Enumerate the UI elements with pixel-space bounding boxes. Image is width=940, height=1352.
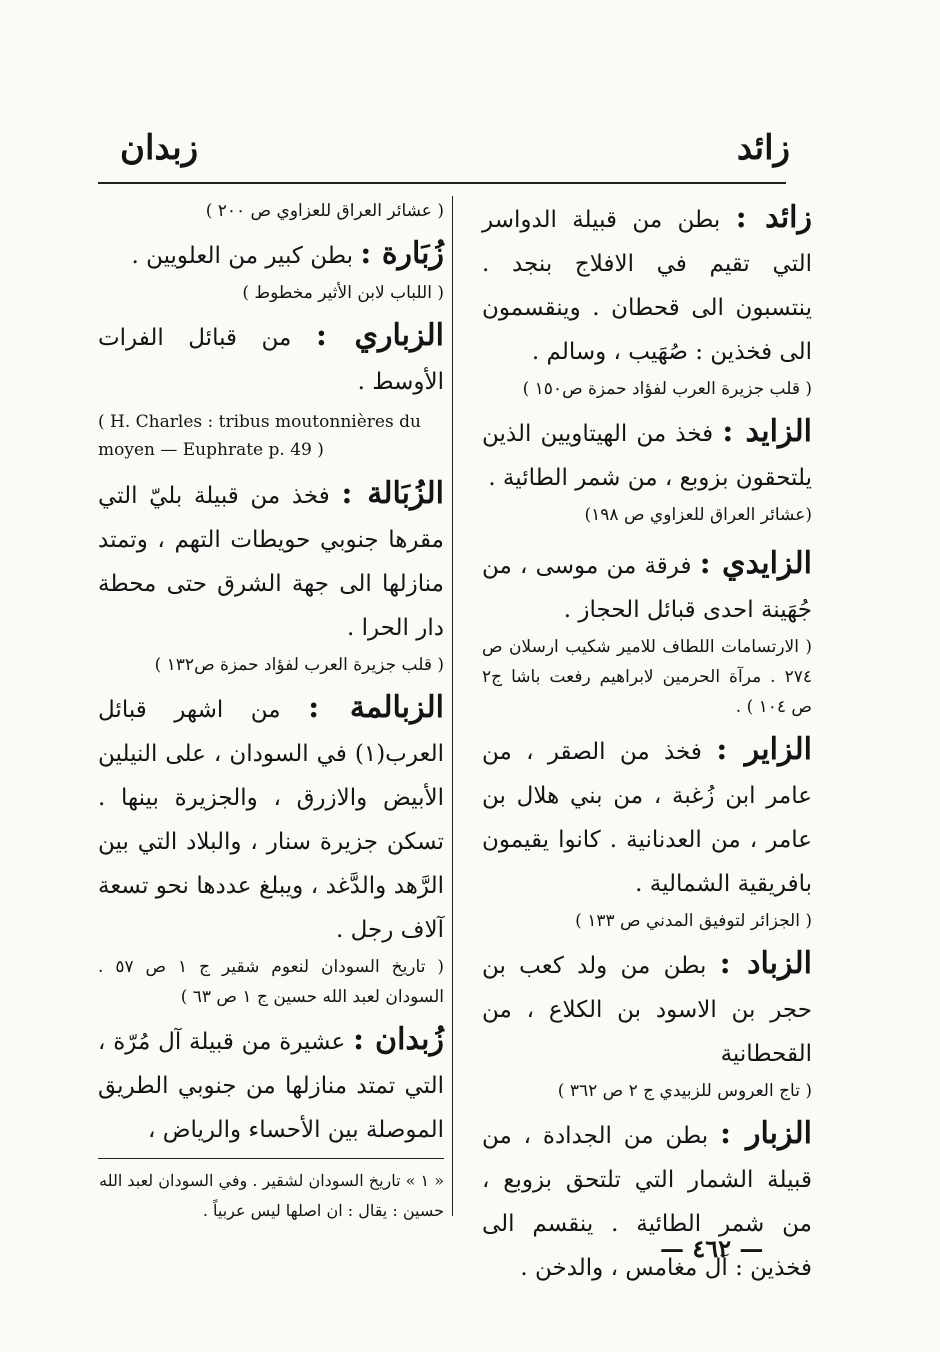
headword: الزبار : (719, 1116, 813, 1151)
entry-source: ( الارتسامات اللطاف للامير شكيب ارسلان ص ٢٧٤ . مرآة الحرمين لابراهيم رفعت باشا ج٢ ص ١٠٤ ) . (482, 637, 812, 717)
entry-zubdan (98, 1018, 444, 1152)
entry-alzubari (98, 314, 444, 404)
entry-alzayer (482, 728, 812, 906)
running-head-left: زبدان (120, 128, 199, 168)
entry-source: ( عشائر العراق للعزاوي ص ٢٠٠ ) (205, 201, 444, 221)
entry-text: من قبائل الفرات الأوسط . (98, 325, 444, 395)
entry-source: ( تاج العروس للزبيدي ج ٢ ص ٣٦٢ ) (557, 1081, 812, 1101)
right-column (482, 196, 812, 1290)
entry-alzubala (98, 472, 444, 650)
entry-source: ( تاريخ السودان لنعوم شقير ج ١ ص ٥٧ . السودان لعبد الله حسين ج ١ ص ٦٣ ) (98, 957, 444, 1007)
entry-source-latin: ( H. Charles : tribus moutonnières du moyen — Euphrate p. 49 ) (98, 412, 421, 460)
entry-source: ( قلب جزيرة العرب لفؤاد حمزة ص١٣٢ ) (154, 655, 444, 675)
entry-text: فخذ من الهيتاويين الذين يلتحقون بزوبع ، من شمر الطائية . (482, 421, 812, 491)
entry-alzabbad (482, 942, 812, 1076)
headword: الزايدي : (699, 546, 812, 581)
entry-text: فخذ من قبيلة بليّ التي مقرها جنوبي حويطات التهم ، وتمتد منازلها الى جهة الشرق حتى محطة دار الحرا . (98, 483, 444, 641)
headword: الزاير : (716, 732, 813, 767)
headword: الزايد : (722, 414, 813, 449)
entry-text: عشيرة من قبيلة آل مُرّة ، التي تمتد منازلها من جنوبي الطريق الموصلة بين الأحساء والرياض ، (98, 1029, 444, 1143)
entry-alzayed (482, 410, 812, 500)
entry-text: بطن من قبيلة الدواسر التي تقيم في الافلاج بنجد . ينتسبون الى قحطان . وينقسمون الى فخذين : صُهَيب ، وسالم . (482, 207, 812, 365)
entry-alzabbar (482, 1112, 812, 1290)
headword: الزباري : (315, 318, 444, 353)
entry-text: فرقة من موسى ، من جُهَينة احدى قبائل الحجاز . (482, 553, 812, 623)
entry-source: ( الجزائر لتوفيق المدني ص ١٣٣ ) (575, 911, 812, 931)
headword: الزبالمة : (308, 690, 445, 725)
entry-text: من اشهر قبائل العرب(١) في السودان ، على النيلين الأبيض والازرق ، والجزيرة بينها . تسكن جزيرة سنار ، والبلاد التي بين الرَّهد والدَّغد ، ويبلغ عددها نحو تسعة آلاف رجل . (98, 697, 444, 943)
headword: الزباد : (719, 946, 813, 981)
entry-text: فخذ من الصقر ، من عامر ابن زُغبة ، من بني هلال بن عامر ، من العدنانية . كانوا يقيمون بافريقية الشمالية . (482, 739, 812, 897)
page-number: — ٤٦٢ — (660, 1234, 764, 1263)
entry-zaid (482, 196, 812, 374)
headword: الزُبَالة : (341, 476, 445, 511)
running-head-right: زائد (736, 128, 790, 168)
entry-text: بطن من ولد كعب بن حجر بن الاسود بن الكلاع ، من القحطانية (482, 953, 812, 1067)
footnote: « ١ » تاريخ السودان لشقير . وفي السودان لعبد الله حسين : يقال : ان اصلها ليس عربياً . (99, 1171, 444, 1220)
entry-alzubalma (98, 686, 444, 952)
headword: زائد : (735, 200, 813, 235)
header-rule (98, 182, 786, 184)
headword: زُبدان : (353, 1022, 444, 1057)
entry-text: بطن كبير من العلويين . (131, 243, 353, 269)
column-divider (452, 196, 453, 1216)
footnote-rule (98, 1158, 444, 1159)
entry-alzaydi (482, 542, 812, 632)
headword: زُبَارة : (360, 236, 444, 271)
entry-text: بطن من الجدادة ، من قبيلة الشمار التي تلتحق بزوبع ، من شمر الطائية . ينقسم الى فخذين : آل مغامس ، والدخن . (482, 1123, 812, 1281)
entry-source: ( قلب جزيرة العرب لفؤاد حمزة ص١٥٠ ) (522, 379, 812, 399)
entry-source: ( اللباب لابن الأثير مخطوط ) (242, 283, 444, 303)
entry-source: (عشائر العراق للعزاوي ص ١٩٨) (584, 505, 812, 525)
entry-zubara (98, 232, 444, 278)
left-column (98, 196, 444, 1152)
